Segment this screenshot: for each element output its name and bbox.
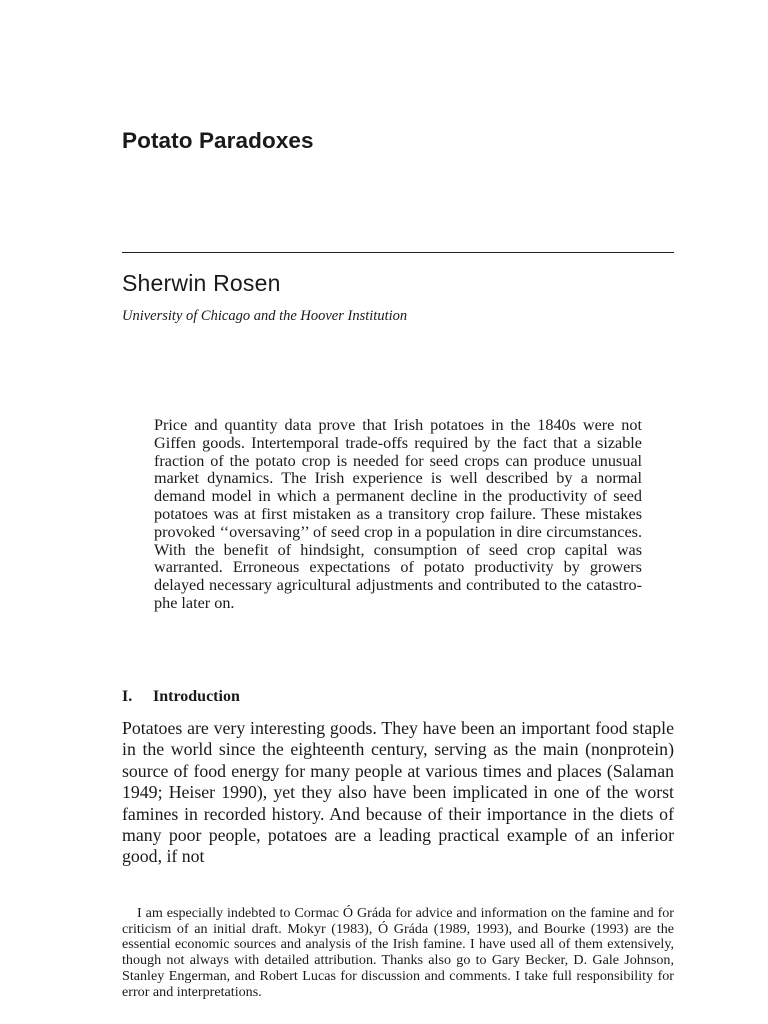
acknowledgment-footnote: I am especially indebted to Cormac Ó Gráda for advice and information on the famine and for criticism of an initial draft. Mokyr (1983), Ó Gráda (1989, 1993), and Bourke (1993) are the essential economic sources and analysis of the Irish famine. I have used all of them extensively, though not always with detailed attribution. Thanks also go to Gary Becker, D. Gale Johnson, Stanley Engerman, and Robert Lucas for discussion and comments. I take full responsibility for error and interpretations. xyxy=(122,905,674,1000)
introduction-paragraph: Potatoes are very interesting goods. They have been an important food staple in the world since the eighteenth century, serving as the main (nonprotein) source of food energy for many people at various times and places (Salaman 1949; Heiser 1990), yet they also have been implicated in one of the worst famines in recorded history. And because of their importance in the diets of many poor people, potatoes are a leading practical example of an inferior good, if not xyxy=(122,718,674,867)
section-number: I. xyxy=(122,688,133,705)
abstract: Price and quantity data prove that Irish potatoes in the 1840s were not Giffen goods. Intertemporal trade-offs required by the fact that a sizable fraction of the potato crop is needed for seed crops can produce unusual market dynamics. The Irish experience is well described by a normal demand model in which a permanent decline in the productivity of seed potatoes was at first mistaken as a transitory crop failure. These mistakes provoked ‘‘oversaving’’ of seed crop in a population in dire circumstances. With the benefit of hindsight, consumption of seed crop capital was warranted. Erroneous expectations of potato productivity by growers delayed necessary agricultural adjustments and contributed to the catastrophe later on. xyxy=(154,416,642,612)
section-heading xyxy=(122,688,240,706)
title-divider xyxy=(122,252,674,253)
section-title: Introduction xyxy=(153,688,240,705)
author-affiliation: University of Chicago and the Hoover Institution xyxy=(122,308,408,324)
article-title: Potato Paradoxes xyxy=(122,128,314,153)
author-name: Sherwin Rosen xyxy=(122,270,281,296)
